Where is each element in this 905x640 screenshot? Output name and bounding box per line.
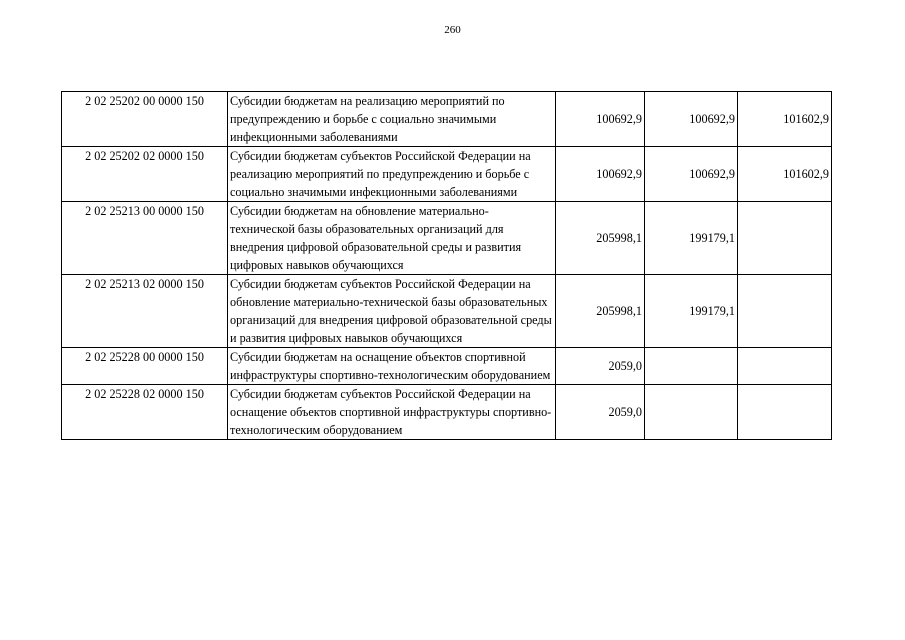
amount-year1-cell: 100692,9 <box>556 147 645 202</box>
budget-code-cell: 2 02 25213 00 0000 150 <box>62 202 228 275</box>
amount-year2-cell <box>645 348 738 385</box>
amount-year3-cell <box>738 202 832 275</box>
amount-year3-cell <box>738 348 832 385</box>
amount-year3-cell <box>738 385 832 440</box>
budget-code-cell: 2 02 25213 02 0000 150 <box>62 275 228 348</box>
amount-year1-cell: 2059,0 <box>556 348 645 385</box>
description-cell: Субсидии бюджетам субъектов Российской Федерации на реализацию мероприятий по предупреждению и борьбе с социально значимыми инфекционными заболеваниями <box>228 147 556 202</box>
budget-table <box>61 91 832 440</box>
budget-code-cell: 2 02 25202 00 0000 150 <box>62 92 228 147</box>
table-row <box>62 202 832 275</box>
description-cell: Субсидии бюджетам субъектов Российской Федерации на оснащение объектов спортивной инфраструктуры спортивно-технологическим оборудованием <box>228 385 556 440</box>
amount-year2-cell: 199179,1 <box>645 202 738 275</box>
amount-year3-cell: 101602,9 <box>738 147 832 202</box>
table-row <box>62 275 832 348</box>
amount-year2-cell: 199179,1 <box>645 275 738 348</box>
amount-year3-cell: 101602,9 <box>738 92 832 147</box>
description-cell: Субсидии бюджетам субъектов Российской Федерации на обновление материально-технической базы образовательных организаций для внедрения цифровой образовательной среды и развития цифровых навыков обучающихся <box>228 275 556 348</box>
amount-year1-cell: 2059,0 <box>556 385 645 440</box>
table-row <box>62 92 832 147</box>
description-cell: Субсидии бюджетам на обновление материально-технической базы образовательных организаций для внедрения цифровой образовательной среды и развития цифровых навыков обучающихся <box>228 202 556 275</box>
description-cell: Субсидии бюджетам на реализацию мероприятий по предупреждению и борьбе с социально значимыми инфекционными заболеваниями <box>228 92 556 147</box>
page-number: 260 <box>444 24 461 36</box>
amount-year2-cell: 100692,9 <box>645 147 738 202</box>
table-row <box>62 147 832 202</box>
amount-year2-cell: 100692,9 <box>645 92 738 147</box>
budget-code-cell: 2 02 25228 02 0000 150 <box>62 385 228 440</box>
table-row <box>62 348 832 385</box>
amount-year1-cell: 100692,9 <box>556 92 645 147</box>
budget-code-cell: 2 02 25202 02 0000 150 <box>62 147 228 202</box>
table-row <box>62 385 832 440</box>
description-cell: Субсидии бюджетам на оснащение объектов спортивной инфраструктуры спортивно-технологическим оборудованием <box>228 348 556 385</box>
amount-year1-cell: 205998,1 <box>556 202 645 275</box>
amount-year1-cell: 205998,1 <box>556 275 645 348</box>
budget-code-cell: 2 02 25228 00 0000 150 <box>62 348 228 385</box>
amount-year2-cell <box>645 385 738 440</box>
amount-year3-cell <box>738 275 832 348</box>
